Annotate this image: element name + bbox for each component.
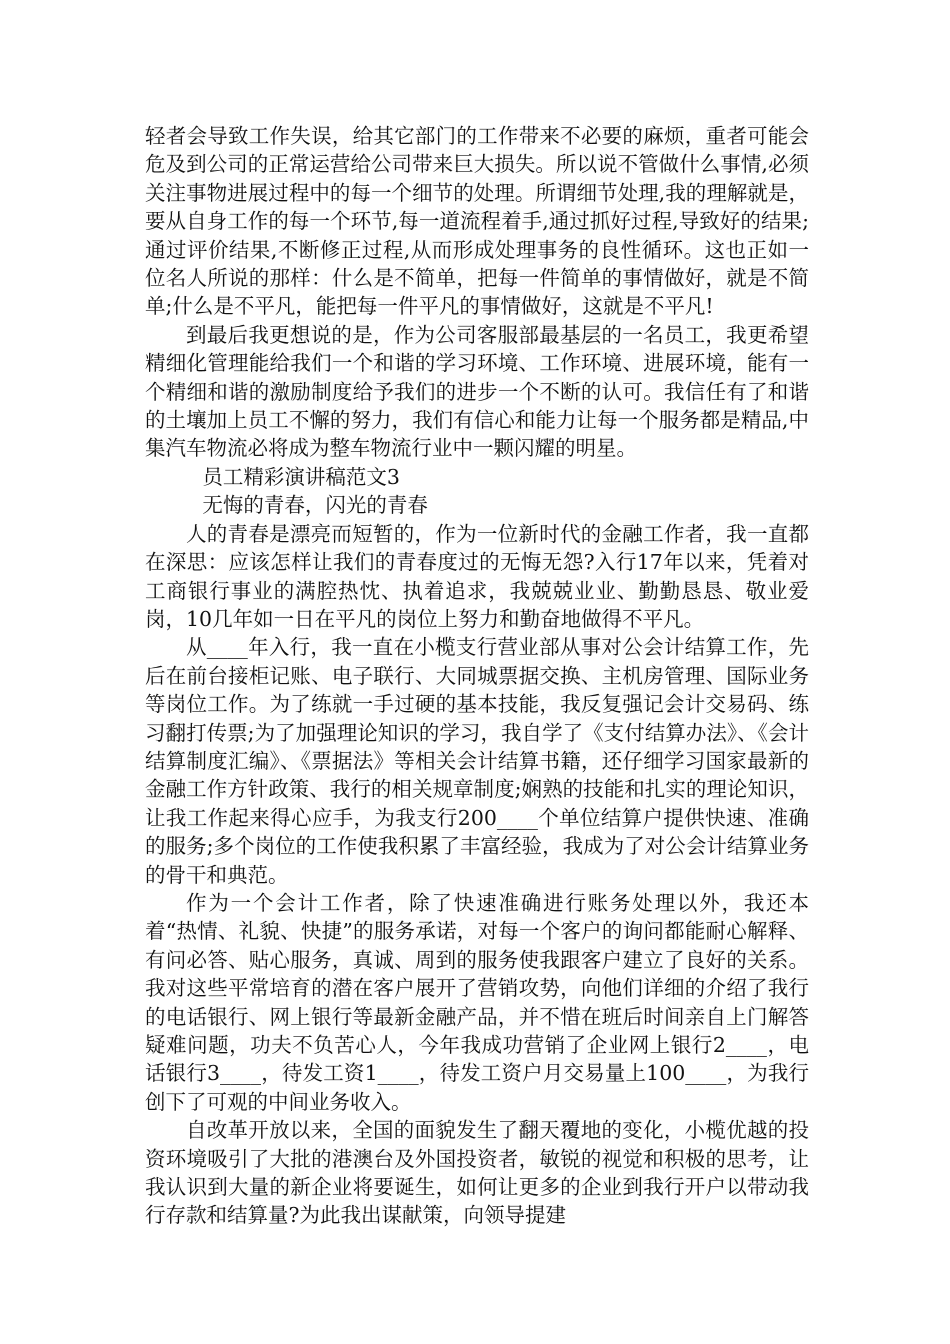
paragraph-reform: 自改革开放以来，全国的面貌发生了翻天覆地的变化，小榄优越的投资环境吸引了大批的港澳台及外国投资者，敏锐的视觉和积极的思考，让我认识到大量的新企业将要诞生，如何让更多的企业到我行开户以带动我行存款和结算量?为此我出谋献策，向领导提建 [145,1118,809,1228]
paragraph-service: 作为一个会计工作者，除了快速准确进行账务处理以外，我还本着“热情、礼貌、快捷”的服务承诺，对每一个客户的询问都能耐心解释、有问必答、贴心服务，真诚、周到的服务使我跟客户建立了良好的关系。我对这些平常培育的潜在客户展开了营销攻势，向他们详细的介绍了我行的电话银行、网上银行等最新金融产品，并不惜在班后时间亲自上门解答疑难问题，功夫不负苦心人，今年我成功营销了企业网上银行2____，电话银行3____，待发工资1____，待发工资户月交易量上100____，为我行创下了可观的中间业务收入。 [145,890,809,1114]
paragraph-closing-remarks: 到最后我更想说的是，作为公司客服部最基层的一名员工，我更希望精细化管理能给我们一个和谐的学习环境、工作环境、进展环境，能有一个精细和谐的激励制度给予我们的进步一个不断的认可。我信任有了和谐的土壤加上员工不懈的努力，我们有信心和能力让每一个服务都是精品,中集汽车物流必将成为整车物流行业中一颗闪耀的明星。 [145,322,809,461]
paragraph-continuation: 轻者会导致工作失误，给其它部门的工作带来不必要的麻烦，重者可能会危及到公司的正常运营给公司带来巨大损失。所以说不管做什么事情,必须关注事物进展过程中的每一个细节的处理。所谓细节处理,我的理解就是，要从自身工作的每一个环节,每一道流程着手,通过抓好过程,导致好的结果;通过评价结果,不断修正过程,从而形成处理事务的良性循环。这也正如一位名人所说的那样：什么是不简单，把每一件简单的事情做好，就是不简单;什么是不平凡，能把每一件平凡的事情做好，这就是不平凡! [145,124,809,319]
paragraph-career: 从____年入行，我一直在小榄支行营业部从事对公会计结算工作，先后在前台接柜记账、电子联行、大同城票据交换、主机房管理、国际业务等岗位工作。为了练就一手过硬的基本技能，我反复强记会计交易码、练习翻打传票;为了加强理论知识的学习，我自学了《支付结算办法》、《会计结算制度汇编》、《票据法》等相关会计结算书籍，还仔细学习国家最新的金融工作方针政策、我行的相关规章制度;娴熟的技能和扎实的理论知识，让我工作起来得心应手，为我支行200____个单位结算户提供快速、准确的服务;多个岗位的工作使我积累了丰富经验，我成为了对公会计结算业务的骨干和典范。 [145,635,809,887]
speech-title: 无悔的青春，闪光的青春 [202,493,428,518]
section-heading: 员工精彩演讲稿范文3 [202,464,400,489]
paragraph-intro: 人的青春是漂亮而短暂的，作为一位新时代的金融工作者，我一直都在深思：应该怎样让我们的青春度过的无悔无怨?入行17年以来，凭着对工商银行事业的满腔热忱、执着追求，我兢兢业业、勤勤恳恳、敬业爱岗，10几年如一日在平凡的岗位上努力和勤奋地做得不平凡。 [145,521,809,631]
document-page [145,122,809,1230]
